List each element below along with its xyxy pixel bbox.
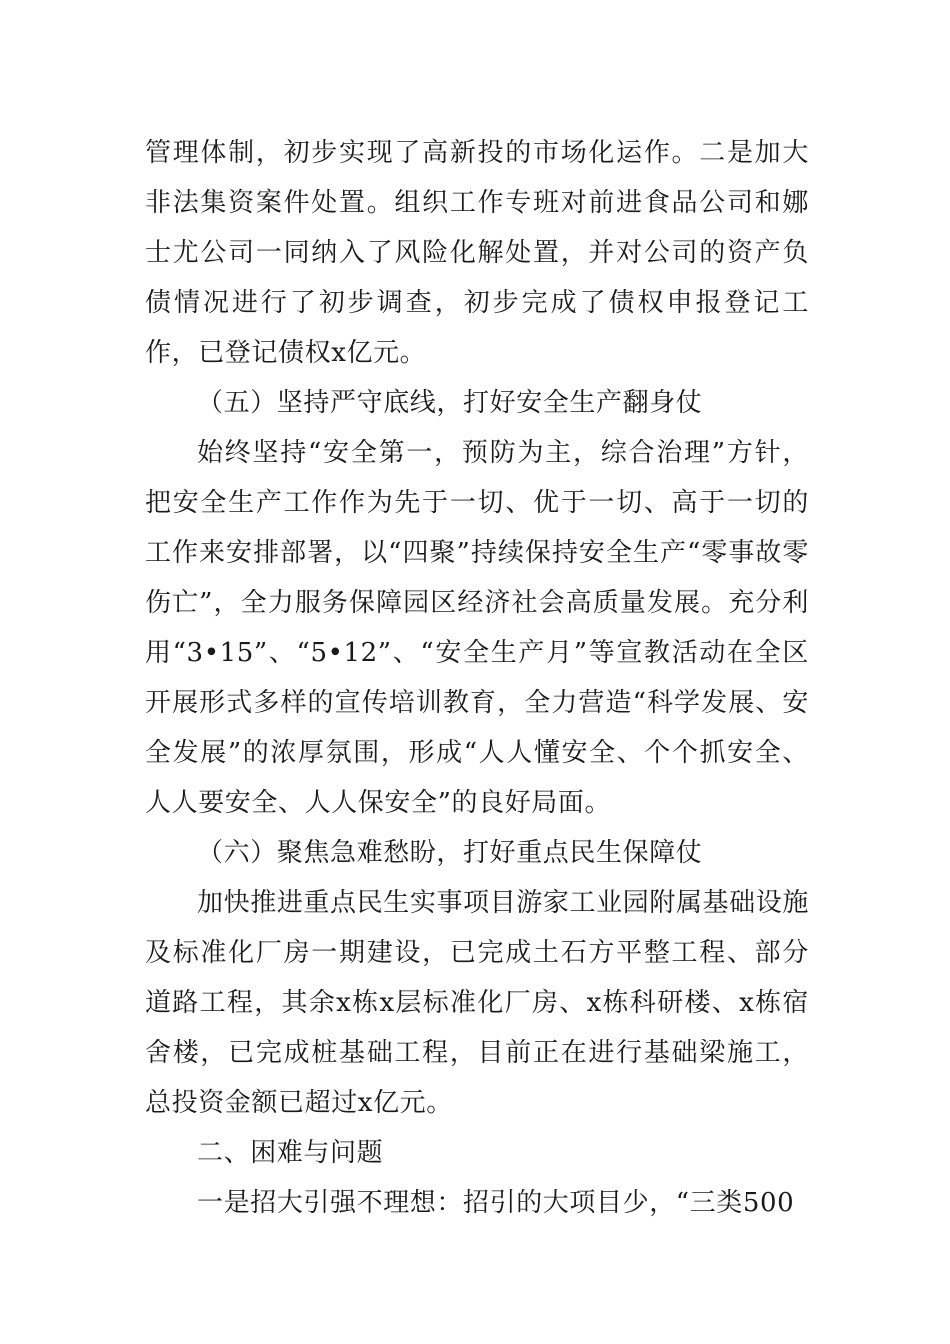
paragraph-investment-attraction: 一是招大引强不理想：招引的大项目少，“三类500 xyxy=(197,1188,795,1218)
paragraph-management-system: 管理体制，初步实现了高新投的市场化运作。二是加大非法集资案件处置。组织工作专班对前进食品公司和娜士尤公司一同纳入了风险化解处置，并对公司的资产负债情况进行了初步调查，初步完成了债权申报登记工作，已登记债权x亿元。 xyxy=(145,138,809,368)
document-body xyxy=(145,128,809,1228)
paragraph-safety-production: 始终坚持“安全第一，预防为主，综合治理”方针，把安全生产工作作为先于一切、优于一切、高于一切的工作来安排部署，以“四聚”持续保持安全生产“零事故零伤亡”，全力服务保障园区经济社会高质量发展。充分利用“3•15”、“5•12”、“安全生产月”等宣教活动在全区开展形式多样的宣传培训教育，全力营造“科学发展、安全发展”的浓厚氛围，形成“人人懂安全、个个抓安全、人人要安全、人人保安全”的良好局面。 xyxy=(145,438,809,818)
paragraph-livelihood-project: 加快推进重点民生实事项目游家工业园附属基础设施及标准化厂房一期建设，已完成土石方平整工程、部分道路工程，其余x栋x层标准化厂房、x栋科研楼、x栋宿舍楼，已完成桩基础工程，目前正在进行基础梁施工，总投资金额已超过x亿元。 xyxy=(145,888,809,1118)
heading-difficulties-problems: 二、困难与问题 xyxy=(197,1138,384,1168)
heading-section-five: （五）坚持严守底线，打好安全生产翻身仗 xyxy=(197,388,703,418)
heading-section-six: （六）聚焦急难愁盼，打好重点民生保障仗 xyxy=(197,838,703,868)
